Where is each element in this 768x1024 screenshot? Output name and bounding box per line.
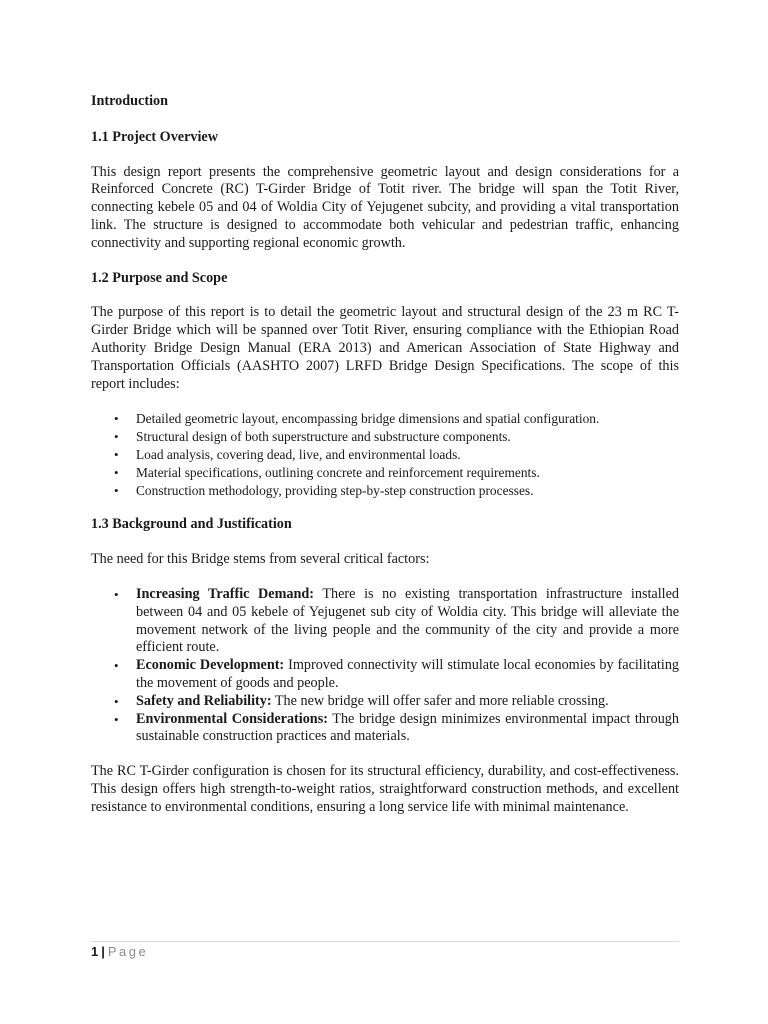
bullet-icon: • <box>114 658 119 674</box>
bullet-icon: • <box>114 464 119 480</box>
factor-title: Safety and Reliability: <box>136 692 272 709</box>
list-item <box>91 711 679 747</box>
document-body <box>91 93 679 834</box>
factor-text: The new bridge will offer safer and more reliable crossing. <box>271 692 609 709</box>
factor-text: There is no existing transportation infrastructure installed between 04 and 05 kebele of Yejugenet sub city of Woldia city. This bridge will alleviate the movement network of the living people and the community of the city and provide a more efficient route. <box>136 585 680 656</box>
bullet-icon: • <box>114 482 119 498</box>
conclusion-paragraph: The RC T-Girder configuration is chosen for its structural efficiency, durability, and cost-effectiveness. This design offers high strength-to-weight ratios, straightforward construction methods, and excellent resistance to environmental conditions, ensuring a long service life with minimal maintenance. <box>91 763 679 815</box>
background-intro-paragraph: The need for this Bridge stems from several critical factors: <box>91 551 430 568</box>
bullet-icon: • <box>114 411 119 427</box>
page-footer <box>91 944 148 959</box>
overview-paragraph: This design report presents the comprehensive geometric layout and design considerations for a Reinforced Concrete (RC) T-Girder Bridge of Totit river. The bridge will span the Totit River, connecting kebele 05 and 04 of Woldia City of Yejugenet subcity, and providing a vital transportation link. The structure is designed to accommodate both vehicular and pedestrian traffic, enhancing connectivity and supporting regional economic growth. <box>91 163 679 251</box>
purpose-paragraph: The purpose of this report is to detail the geometric layout and structural design of the 23 m RC T-Girder Bridge which will be spanned over Totit River, ensuring compliance with the Ethiopian Road Authority Bridge Design Manual (ERA 2013) and American Association of State Highway and Transportation Officials (AASHTO 2007) LRFD Bridge Design Specifications. The scope of this report includes: <box>91 304 679 392</box>
footer-divider <box>91 941 679 942</box>
scope-list <box>91 410 679 499</box>
footer-separator: | <box>101 944 105 959</box>
list-item: • Detailed geometric layout, encompassing bridge dimensions and spatial configuration. <box>114 411 600 427</box>
factors-list <box>91 586 679 746</box>
page-number: 1 <box>91 944 99 959</box>
bullet-icon: • <box>114 693 119 709</box>
section-1-3-heading: 1.3 Background and Justification <box>91 516 292 533</box>
section-1-1-heading: 1.1 Project Overview <box>91 128 218 145</box>
factor-title: Increasing Traffic Demand: <box>136 585 315 602</box>
page-label: Page <box>107 944 149 959</box>
list-item: • Construction methodology, providing step-by-step construction processes. <box>114 482 534 498</box>
factor-title: Environmental Considerations: <box>136 710 328 727</box>
bullet-icon: • <box>114 586 119 602</box>
list-item <box>91 657 679 693</box>
list-item: • Load analysis, covering dead, live, and environmental loads. <box>114 446 461 462</box>
factor-title: Economic Development: <box>136 657 285 674</box>
list-item <box>91 586 679 657</box>
bullet-icon: • <box>114 429 119 445</box>
bullet-icon: • <box>114 711 119 727</box>
factor-text: Improved connectivity will stimulate local economies by facilitating the movement of goods and people. <box>136 657 680 691</box>
list-item <box>91 693 679 711</box>
bullet-icon: • <box>114 446 119 462</box>
factor-text: The bridge design minimizes environmental impact through sustainable construction practices and materials. <box>136 710 679 745</box>
list-item: • Material specifications, outlining concrete and reinforcement requirements. <box>114 464 540 480</box>
section-1-2-heading: 1.2 Purpose and Scope <box>91 269 228 286</box>
list-item: • Structural design of both superstructure and substructure components. <box>114 429 511 445</box>
intro-heading: Introduction <box>91 93 168 109</box>
